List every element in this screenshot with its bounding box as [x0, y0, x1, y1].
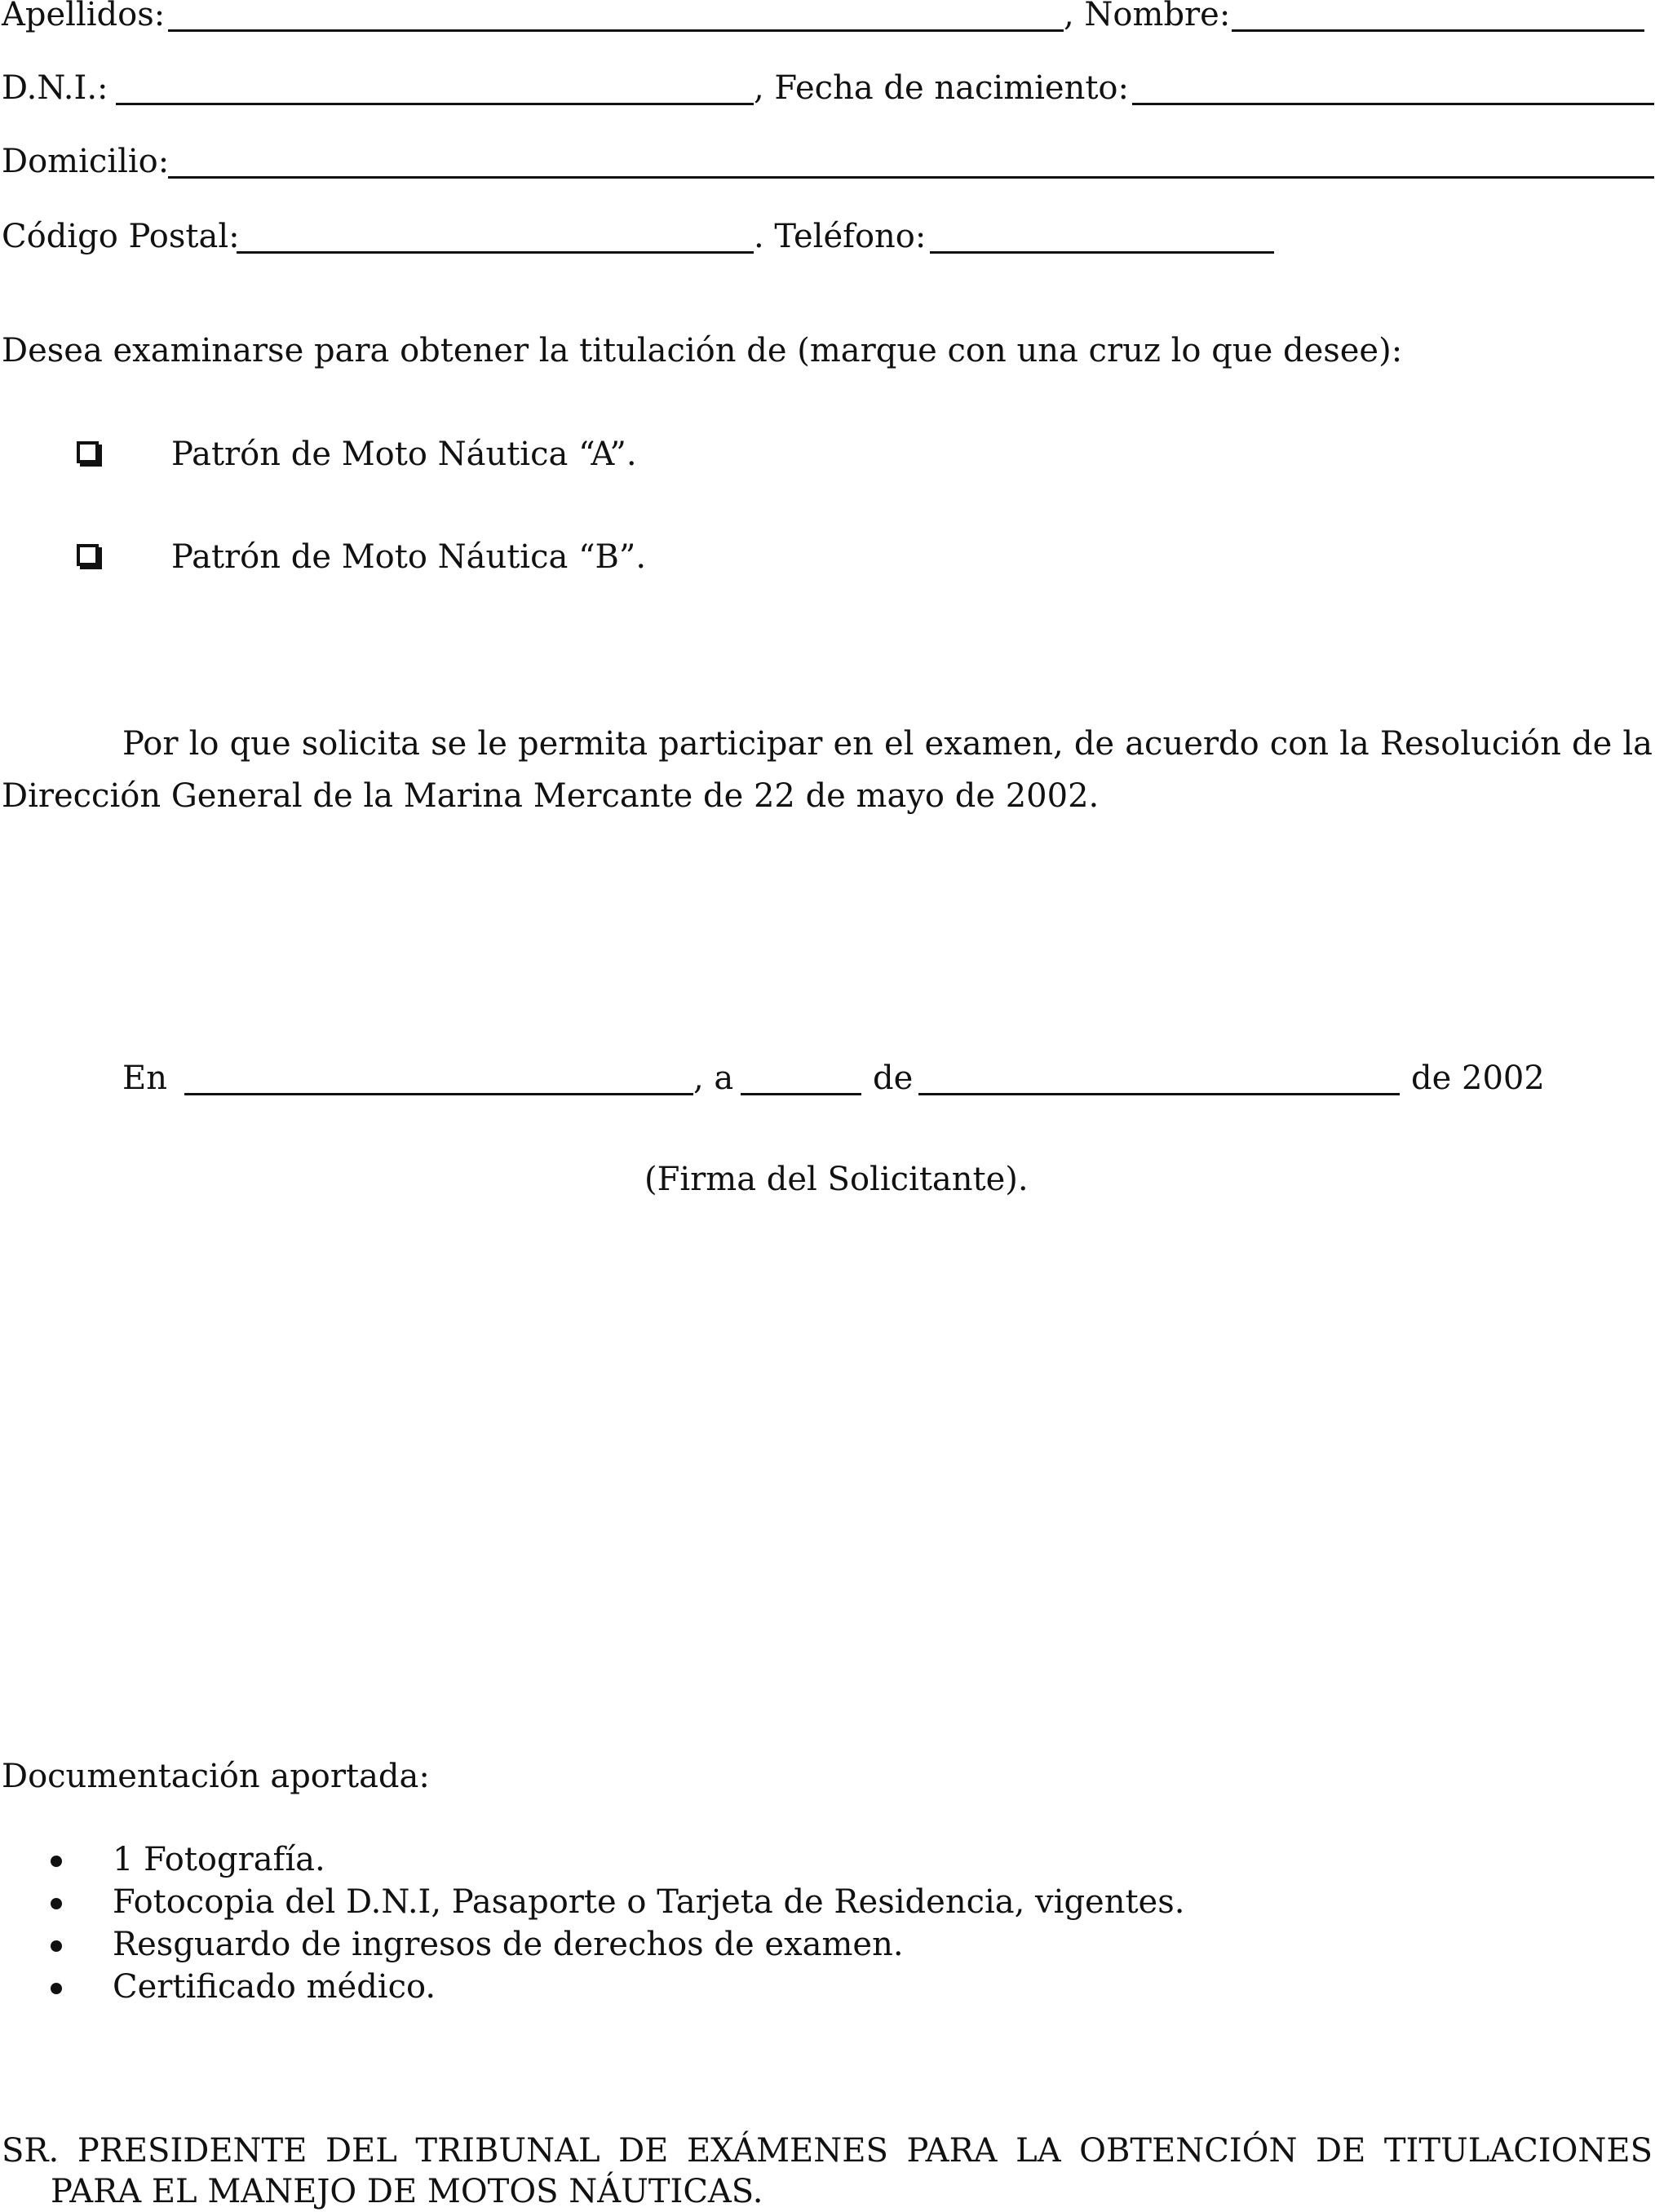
documentation-item: 1 Fotografía. — [113, 1841, 325, 1878]
apellidos-label: Apellidos: — [2, 0, 166, 33]
documentation-title: Documentación aportada: — [2, 1758, 430, 1795]
documentation-item: Resguardo de ingresos de derechos de examen. — [113, 1926, 904, 1963]
domicilio-field[interactable] — [168, 176, 1654, 179]
documentation-item: Certificado médico. — [113, 1968, 436, 2006]
addressee-text: SR. PRESIDENTE DEL TRIBUNAL DE EXÁMENES PARA LA OBTENCIÓN DE TITULACIONES PARA EL MANEJO DE MOTOS NÁUTICAS. — [2, 2132, 1653, 2210]
bullet-icon — [51, 1983, 62, 1994]
bullet-icon — [51, 1940, 62, 1952]
signature-label: (Firma del Solicitante). — [644, 1161, 1029, 1198]
date-de-label: de — [873, 1060, 914, 1097]
option-a-checkbox[interactable] — [77, 441, 99, 463]
nombre-label: , Nombre: — [1064, 0, 1231, 33]
telefono-label: . Teléfono: — [754, 218, 927, 255]
option-b-label: Patrón de Moto Náutica “B”. — [171, 538, 647, 576]
telefono-field[interactable] — [930, 251, 1274, 254]
dni-field[interactable] — [116, 103, 754, 105]
option-a-label: Patrón de Moto Náutica “A”. — [171, 436, 637, 473]
date-en-label: En — [122, 1060, 167, 1097]
apellidos-field[interactable] — [168, 29, 1064, 32]
bullet-icon — [51, 1856, 62, 1867]
request-paragraph: Por lo que solicita se le permita participar en el examen, de acuerdo con la Resolución de la Dirección General de la Marina Mercante de 22 de mayo de 2002. — [2, 725, 1653, 815]
documentation-item: Fotocopia del D.N.I, Pasaporte o Tarjeta de Residencia, vigentes. — [113, 1883, 1185, 1921]
instruction-text: Desea examinarse para obtener la titulación de (marque con una cruz lo que desee): — [2, 332, 1403, 369]
codigo-postal-label: Código Postal: — [2, 218, 240, 255]
codigo-postal-field[interactable] — [237, 251, 754, 254]
bullet-icon — [51, 1898, 62, 1909]
dni-label: D.N.I.: — [2, 69, 108, 107]
option-b-checkbox[interactable] — [77, 544, 99, 566]
date-day-field[interactable] — [741, 1093, 861, 1095]
domicilio-label: Domicilio: — [2, 143, 170, 180]
date-month-field[interactable] — [918, 1093, 1400, 1095]
nombre-field[interactable] — [1232, 29, 1644, 32]
date-year-label: de 2002 — [1411, 1060, 1545, 1097]
date-place-field[interactable] — [184, 1093, 693, 1095]
fecha-nacimiento-label: , Fecha de nacimiento: — [754, 69, 1129, 107]
date-a-label: , a — [693, 1060, 734, 1097]
fecha-nacimiento-field[interactable] — [1132, 103, 1654, 105]
